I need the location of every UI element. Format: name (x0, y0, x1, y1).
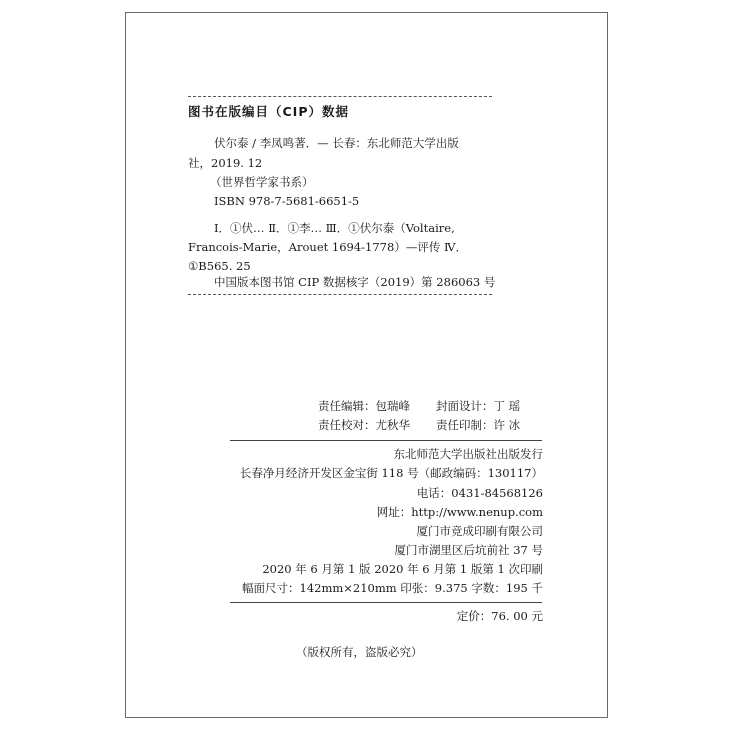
format-info: 幅面尺寸：142mm×210mm 印张：9.375 字数：195 千 (242, 581, 543, 595)
cip-top-divider (188, 96, 492, 97)
printer-name: 厦门市竞成印刷有限公司 (416, 524, 543, 538)
cip-subject-line1: Ⅰ．①伏… Ⅱ．①李… Ⅲ．①伏尔泰（Voltaire, (214, 221, 455, 235)
proofreader-label: 责任校对： (318, 418, 376, 432)
printer-address: 厦门市湖里区后坑前社 37 号 (394, 543, 543, 557)
cip-isbn: ISBN 978-7-5681-6651-5 (214, 194, 360, 208)
publisher-address: 长春净月经济开发区金宝街 118 号（邮政编码：130117） (239, 466, 543, 480)
editor-label: 责任编辑： (318, 399, 376, 413)
proofreader-credit (318, 418, 410, 432)
cip-subject-line3: ①B565. 25 (188, 259, 251, 273)
cover-design-credit (436, 399, 520, 413)
cip-record-number: 中国版本图书馆 CIP 数据核字（2019）第 286063 号 (214, 275, 496, 289)
edition-info: 2020 年 6 月第 1 版 2020 年 6 月第 1 版第 1 次印刷 (262, 562, 543, 576)
publisher-top-divider (230, 440, 542, 441)
printing-name: 许 冰 (493, 418, 521, 432)
printing-label: 责任印制： (436, 418, 494, 432)
price: 定价：76. 00 元 (456, 609, 543, 623)
printing-credit (436, 418, 520, 432)
publisher-phone: 电话：0431-84568126 (416, 486, 543, 500)
copyright-page (125, 12, 608, 718)
cip-entry-line1: 伏尔泰 / 李凤鸣著．— 长春：东北师范大学出版 (214, 136, 459, 150)
cip-title: 图书在版编目（CIP）数据 (188, 104, 349, 119)
editor-credit (318, 399, 410, 413)
cover-designer-name: 丁 瑶 (493, 399, 521, 413)
cip-entry-line2: 社，2019. 12 (188, 156, 263, 170)
editor-name: 包瑞峰 (375, 399, 410, 413)
publisher-website: 网址：http://www.nenup.com (376, 505, 543, 519)
publisher-name: 东北师范大学出版社出版发行 (393, 447, 543, 461)
cover-design-label: 封面设计： (436, 399, 494, 413)
copyright-notice: （版权所有，盗版必究） (296, 645, 423, 659)
cip-bottom-divider (188, 294, 492, 295)
cip-series: （世界哲学家书系） (210, 175, 314, 189)
cip-subject-line2: Francois-Marie，Arouet 1694-1778）—评传 Ⅳ． (188, 240, 467, 254)
price-divider (230, 602, 542, 603)
proofreader-name: 尤秋华 (375, 418, 410, 432)
